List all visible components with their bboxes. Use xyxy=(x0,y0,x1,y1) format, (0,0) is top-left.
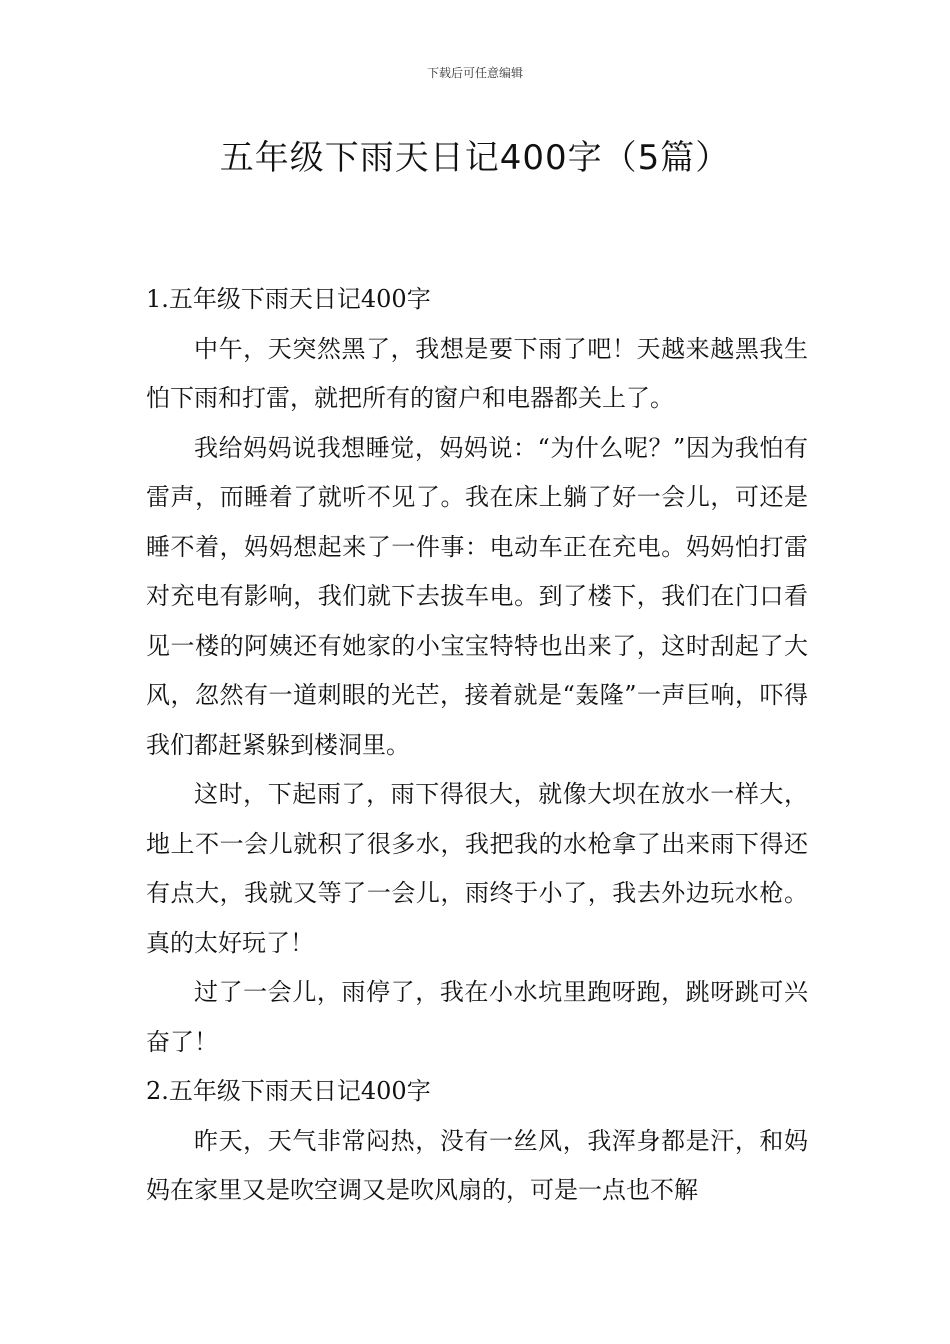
section-heading: 2.五年级下雨天日记400字 xyxy=(146,1077,431,1105)
document-body xyxy=(146,275,808,1216)
paragraph: 中午，天突然黑了，我想是要下雨了吧！天越来越黑我生怕下雨和打雷，就把所有的窗户和电器都关上了。 xyxy=(146,334,808,412)
paragraph: 过了一会儿，雨停了，我在小水坑里跑呀跑，跳呀跳可兴奋了！ xyxy=(146,978,808,1056)
section-1 xyxy=(146,275,808,1067)
paragraph: 这时，下起雨了，雨下得很大，就像大坝在放水一样大，地上不一会儿就积了很多水，我把我的水枪拿了出来雨下得还有点大，我就又等了一会儿，雨终于小了，我去外边玩水枪。真的太好玩了！ xyxy=(146,780,808,957)
section-2 xyxy=(146,1067,808,1216)
header-note: 下载后可任意编辑 xyxy=(426,66,523,80)
document-title: 五年级下雨天日记400字（5篇） xyxy=(219,138,731,178)
paragraph: 我给妈妈说我想睡觉，妈妈说：“为什么呢？”因为我怕有雷声，而睡着了就听不见了。我在床上躺了好一会儿，可还是睡不着，妈妈想起来了一件事：电动车正在充电。妈妈怕打雷对充电有影响，我们就下去拔车电。到了楼下，我们在门口看见一楼的阿姨还有她家的小宝宝特特也出来了，这时刮起了大风，忽然有一道刺眼的光芒，接着就是“轰隆”一声巨响，吓得我们都赶紧躲到楼洞里。 xyxy=(146,433,808,759)
section-heading: 1.五年级下雨天日记400字 xyxy=(146,285,431,313)
paragraph: 昨天，天气非常闷热，没有一丝风，我浑身都是汗，和妈妈在家里又是吹空调又是吹风扇的，可是一点也不解 xyxy=(146,1126,808,1204)
